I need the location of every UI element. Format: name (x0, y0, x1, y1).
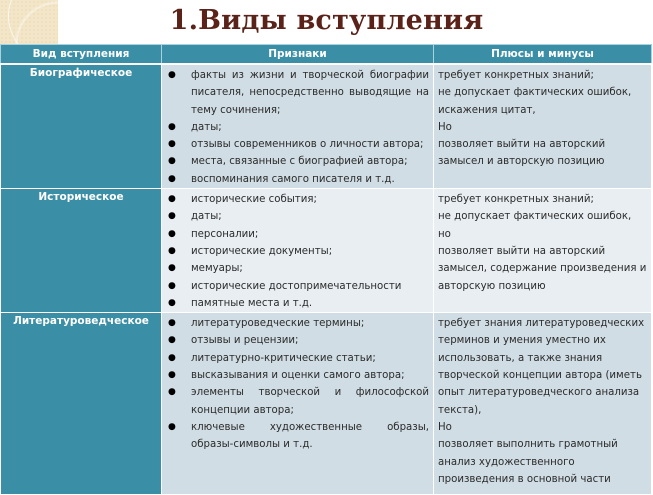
table-header-row (1, 45, 652, 65)
sign-text: памятные места и т.д. (191, 297, 313, 309)
signs-list (166, 67, 429, 188)
header-signs: Признаки (162, 45, 434, 65)
pros-cons-line: произведения в основной части (438, 473, 611, 485)
list-item (166, 350, 429, 367)
sign-text: исторические события; (191, 194, 317, 206)
signs-cell (162, 313, 434, 495)
pros-cons-line: требует знания литературоведческих (438, 318, 645, 330)
sign-text: персоналии; (191, 228, 259, 240)
pros-cons-line: искажения цитат, (438, 104, 536, 116)
pros-cons-line: опыт литературоведческого анализа (438, 387, 640, 399)
pros-cons-line: использовать, а также знания (438, 352, 603, 364)
bullet-icon: ● (168, 318, 176, 329)
list-item (166, 171, 429, 188)
pros-cons-line: требует конкретных знаний; (438, 70, 594, 81)
bullet-icon: ● (168, 245, 176, 256)
pros-cons-text (438, 191, 647, 295)
list-item (166, 226, 429, 243)
pros-cons-line: требует конкретных знаний; (438, 194, 594, 206)
signs-list (166, 315, 429, 453)
bullet-icon: ● (168, 297, 176, 308)
sign-text: элементы творческой и философской концепции автора; (191, 387, 429, 416)
list-item (166, 119, 429, 136)
bullet-icon: ● (168, 421, 176, 432)
signs-cell (162, 64, 434, 189)
list-item (166, 191, 429, 208)
sign-text: даты; (191, 121, 222, 133)
sign-text: исторические документы; (191, 245, 333, 257)
pros-cons-line: авторскую позицию (438, 280, 546, 292)
list-item (166, 67, 429, 119)
bullet-icon: ● (168, 263, 176, 274)
bullet-icon: ● (168, 280, 176, 291)
pros-cons-text (438, 67, 647, 171)
bullet-icon: ● (168, 70, 176, 80)
bullet-icon: ● (168, 139, 176, 150)
pros-cons-line: Но (438, 121, 452, 133)
sign-text: отзывы современников о личности автора; (191, 139, 424, 151)
pros-cons-line: Но (438, 421, 452, 433)
table-row (1, 313, 652, 495)
sign-text: литературоведческие термины; (191, 318, 365, 330)
pros-cons-line: позволяет выйти на авторский (438, 139, 606, 151)
pros-cons-cell (434, 189, 652, 313)
sign-text: отзывы и рецензии; (191, 335, 299, 347)
table-row (1, 189, 652, 313)
pros-cons-cell (434, 64, 652, 189)
list-item (166, 260, 429, 277)
pros-cons-line: не допускает фактических ошибок, (438, 211, 632, 223)
bullet-icon: ● (168, 370, 176, 381)
sign-text: воспоминания самого писателя и т.д. (191, 173, 395, 185)
list-item (166, 332, 429, 349)
pros-cons-cell (434, 313, 652, 495)
pros-cons-line: замысел и авторскую позицию (438, 156, 605, 168)
pros-cons-text (438, 315, 647, 488)
list-item (166, 243, 429, 260)
bullet-icon: ● (168, 156, 176, 167)
header-pros-cons: Плюсы и минусы (434, 45, 652, 65)
bullet-icon: ● (168, 121, 176, 132)
list-item (166, 295, 429, 312)
signs-cell (162, 189, 434, 313)
bullet-icon: ● (168, 387, 176, 398)
pros-cons-line: замысел, содержание произведения и (438, 263, 647, 275)
pros-cons-line: позволяет выйти на авторский (438, 245, 606, 257)
sign-text: исторические достопримечательности (191, 280, 402, 292)
table-row (1, 64, 652, 189)
bullet-icon: ● (168, 173, 176, 184)
list-item (166, 136, 429, 153)
header-type: Вид вступления (1, 45, 162, 65)
sign-text: мемуары; (191, 263, 243, 275)
list-item (166, 278, 429, 295)
sign-text: места, связанные с биографией автора; (191, 156, 408, 168)
bullet-icon: ● (168, 335, 176, 346)
pros-cons-line: терминов и умения уместно их (438, 335, 606, 347)
intro-type-cell: Биографическое (1, 64, 162, 189)
list-item (166, 208, 429, 225)
sign-text: факты из жизни и творческой биографии писателя, непосредственно выводящие на тему сочинения; (191, 70, 429, 116)
list-item (166, 419, 429, 454)
sign-text: ключевые художественные образы, образы-символы и т.д. (191, 421, 429, 451)
pros-cons-line: текста), (438, 404, 482, 416)
sign-text: высказывания и оценки самого автора; (191, 370, 405, 382)
bullet-icon: ● (168, 352, 176, 363)
intro-type-cell: Историческое (1, 189, 162, 313)
list-item (166, 153, 429, 170)
list-item (166, 367, 429, 384)
pros-cons-line: творческой концепции автора (иметь (438, 370, 642, 382)
slide-title: 1.Виды вступления (169, 5, 484, 36)
sign-text: даты; (191, 211, 222, 223)
pros-cons-line: анализ художественного (438, 456, 575, 468)
bullet-icon: ● (168, 211, 176, 222)
bullet-icon: ● (168, 228, 176, 239)
intro-types-table (0, 44, 652, 495)
list-item (166, 384, 429, 419)
sign-text: литературно-критические статьи; (191, 352, 376, 364)
list-item (166, 315, 429, 332)
bullet-icon: ● (168, 194, 176, 205)
pros-cons-line: не допускает фактических ошибок, (438, 87, 632, 99)
signs-list (166, 191, 429, 312)
pros-cons-line: позволяет выполнить грамотный (438, 439, 618, 451)
intro-type-cell: Литературоведческое (1, 313, 162, 495)
pros-cons-line: но (438, 228, 451, 240)
